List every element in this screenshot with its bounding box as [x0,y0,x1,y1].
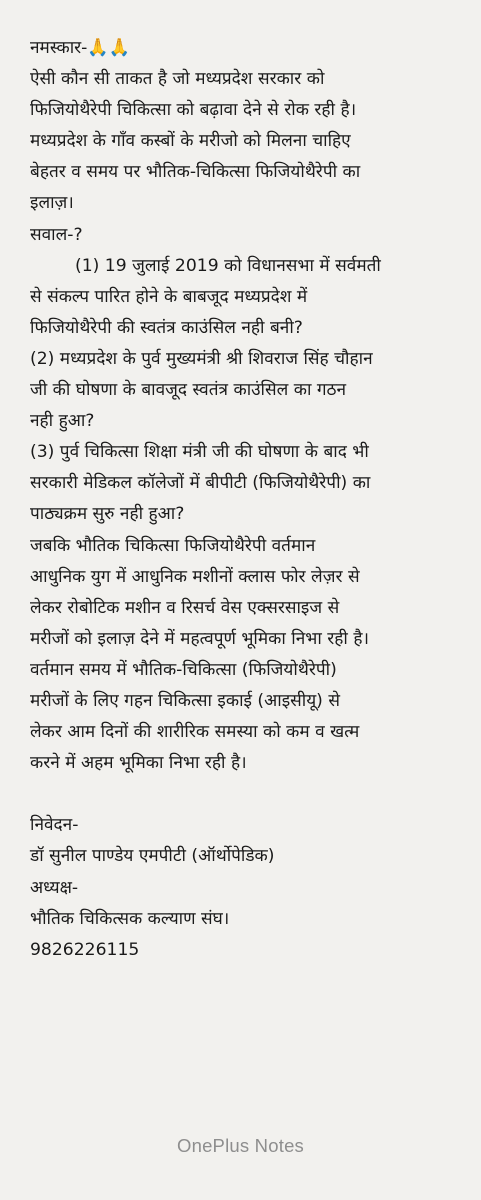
author-role-heading: अध्यक्ष- [30,877,79,898]
question-1-line: से संकल्प पारित होने के बाबजूद मध्यप्रदेश में [30,286,308,307]
question-1-line: (1) 19 जुलाई 2019 को विधानसभा में सर्वमती [75,255,381,276]
blank-line [30,779,460,810]
note-line: जबकि भौतिक चिकित्सा फिजियोथैरेपी वर्तमान [30,535,316,556]
note-line: इलाज़। [30,193,74,214]
question-2-line: जी की घोषणा के बावजूद स्वतंत्र काउंसिल का गठन [30,380,347,401]
greeting-line: नमस्कार-🙏🙏 [30,38,131,58]
question-2-line: नही हुआ? [30,411,95,432]
note-line: लेकर आम दिनों की शारीरिक समस्या को कम व खत्म [30,722,360,743]
note-line: वर्तमान समय में भौतिक-चिकित्सा (फिजियोथैरेपी) [30,659,337,680]
note-body[interactable] [30,33,460,966]
organization-name: भौतिक चिकित्सक कल्याण संघ। [30,908,230,929]
app-watermark: OnePlus Notes [176,1135,305,1156]
question-heading: सवाल-? [30,224,83,245]
phone-number[interactable]: 9826226115 [30,939,140,960]
author-name: डॉ सुनील पाण्डेय एमपीटी (ऑर्थोपेडिक) [30,846,275,867]
question-3-line: (3) पुर्व चिकित्सा शिक्षा मंत्री जी की घोषणा के बाद भी [30,442,369,463]
question-2-line: (2) मध्यप्रदेश के पुर्व मुख्यमंत्री श्री शिवराज सिंह चौहान [30,348,373,369]
note-line: मध्यप्रदेश के गाँव कस्बों के मरीजो को मिलना चाहिए [30,131,351,152]
note-line: आधुनिक युग में आधुनिक मशीनों क्लास फोर लेज़र से [30,566,360,587]
question-3-line: सरकारी मेडिकल कॉलेजों में बीपीटी (फिजियोथैरेपी) का [30,473,371,494]
note-line: बेहतर व समय पर भौतिक-चिकित्सा फिजियोथैरेपी का [30,162,361,183]
request-heading: निवेदन- [30,815,79,836]
note-line: फिजियोथैरेपी चिकित्सा को बढ़ावा देने से रोक रही है। [30,100,357,121]
note-line: मरीजों के लिए गहन चिकित्सा इकाई (आइसीयू) से [30,690,340,711]
note-line: लेकर रोबोटिक मशीन व रिसर्च वेस एक्सरसाइज से [30,597,340,618]
question-1-line: फिजियोथैरेपी की स्वतंत्र काउंसिल नही बनी? [30,317,303,338]
note-line: ऐसी कौन सी ताकत है जो मध्यप्रदेश सरकार को [30,69,325,90]
note-line: करने में अहम भूमिका निभा रही है। [30,753,247,774]
note-line: मरीजों को इलाज़ देने में महत्वपूर्ण भूमिका निभा रही है। [30,628,369,649]
question-3-line: पाठ्यक्रम सुरु नही हुआ? [30,504,185,525]
